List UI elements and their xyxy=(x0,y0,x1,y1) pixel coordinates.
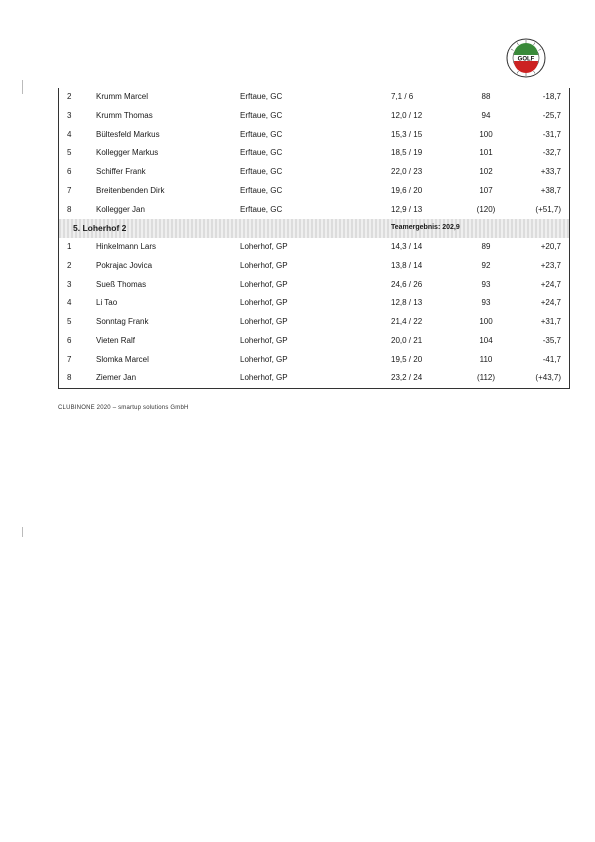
club-cell: Erftaue, GC xyxy=(240,204,283,214)
handicap-cell: 23,2 / 24 xyxy=(391,373,423,383)
table-row xyxy=(59,294,569,313)
net-result-cell: +38,7 xyxy=(540,185,561,195)
player-name-cell: Pokrajac Jovica xyxy=(96,260,153,270)
score-cell: 94 xyxy=(481,110,491,120)
score-cell: 93 xyxy=(481,298,491,308)
net-result-cell: (+43,7) xyxy=(535,373,561,383)
player-name-cell: Krumm Marcel xyxy=(96,92,149,101)
table-row xyxy=(59,107,569,126)
table-row xyxy=(59,88,569,107)
player-name-cell: Ziemer Jan xyxy=(96,373,137,383)
scan-mark xyxy=(22,527,23,537)
net-result-cell: -41,7 xyxy=(542,354,561,364)
club-cell: Erftaue, GC xyxy=(240,185,283,195)
club-cell: Erftaue, GC xyxy=(240,167,283,176)
table-row xyxy=(59,351,569,370)
handicap-cell: 12,0 / 12 xyxy=(391,110,423,120)
player-name-cell: Slomka Marcel xyxy=(96,354,149,364)
handicap-cell: 24,6 / 26 xyxy=(391,279,423,289)
club-cell: Loherhof, GP xyxy=(240,242,288,251)
player-name-cell: Sonntag Frank xyxy=(96,317,149,326)
score-cell: (112) xyxy=(476,373,496,383)
handicap-cell: 22,0 / 23 xyxy=(391,167,423,176)
club-cell: Loherhof, GP xyxy=(240,373,288,383)
net-result-cell: -31,7 xyxy=(542,129,561,139)
table-row xyxy=(59,276,569,295)
score-cell: 93 xyxy=(481,279,491,289)
net-result-cell: +24,7 xyxy=(540,279,561,289)
table-row xyxy=(59,163,569,182)
team-erftaue-rows xyxy=(59,88,569,219)
team-title: 5. Loherhof 2 xyxy=(73,223,127,234)
club-cell: Loherhof, GP xyxy=(240,317,288,326)
rank-cell: 3 xyxy=(67,279,72,289)
net-result-cell: -18,7 xyxy=(542,92,561,101)
score-cell: 110 xyxy=(479,354,493,364)
player-name-cell: Vieten Ralf xyxy=(96,335,135,345)
net-result-cell: -32,7 xyxy=(542,148,561,158)
rank-cell: 5 xyxy=(67,148,72,158)
player-name-cell: Sueß Thomas xyxy=(96,279,147,289)
score-cell: 102 xyxy=(479,167,493,176)
scan-mark xyxy=(22,80,23,94)
handicap-cell: 13,8 / 14 xyxy=(391,260,423,270)
player-name-cell: Kollegger Markus xyxy=(96,148,159,158)
rank-cell: 6 xyxy=(67,167,72,176)
net-result-cell: +33,7 xyxy=(540,167,561,176)
net-result-cell: +23,7 xyxy=(540,260,561,270)
table-row xyxy=(59,144,569,163)
score-cell: 104 xyxy=(479,335,493,345)
score-cell: 107 xyxy=(479,185,493,195)
table-row xyxy=(59,182,569,201)
table-row xyxy=(59,201,569,220)
player-name-cell: Schiffer Frank xyxy=(96,167,146,176)
table-row xyxy=(59,332,569,351)
handicap-cell: 18,5 / 19 xyxy=(391,148,423,158)
club-cell: Erftaue, GC xyxy=(240,110,283,120)
club-cell: Loherhof, GP xyxy=(240,279,288,289)
rank-cell: 1 xyxy=(67,242,72,251)
rank-cell: 8 xyxy=(67,373,72,383)
club-cell: Erftaue, GC xyxy=(240,92,283,101)
table-row xyxy=(59,257,569,276)
team-loherhof-rows xyxy=(59,238,569,388)
rank-cell: 2 xyxy=(67,92,72,101)
table-row xyxy=(59,313,569,332)
handicap-cell: 12,8 / 13 xyxy=(391,298,423,308)
player-name-cell: Li Tao xyxy=(96,298,118,308)
club-cell: Erftaue, GC xyxy=(240,148,283,158)
table-row xyxy=(59,238,569,257)
club-cell: Erftaue, GC xyxy=(240,129,283,139)
net-result-cell: +20,7 xyxy=(540,242,561,251)
net-result-cell: -25,7 xyxy=(542,110,561,120)
handicap-cell: 19,6 / 20 xyxy=(391,185,423,195)
handicap-cell: 15,3 / 15 xyxy=(391,129,423,139)
score-cell: 88 xyxy=(481,92,491,101)
handicap-cell: 12,9 / 13 xyxy=(391,204,423,214)
golf-association-logo xyxy=(506,38,546,78)
club-cell: Loherhof, GP xyxy=(240,298,288,308)
handicap-cell: 20,0 / 21 xyxy=(391,335,423,345)
rank-cell: 4 xyxy=(67,298,72,308)
score-cell: 92 xyxy=(481,260,491,270)
club-cell: Loherhof, GP xyxy=(240,354,288,364)
table-row xyxy=(59,369,569,388)
club-cell: Loherhof, GP xyxy=(240,260,288,270)
team-result: Teamergebnis: 202,9 xyxy=(391,224,460,232)
handicap-cell: 14,3 / 14 xyxy=(391,242,423,251)
net-result-cell: -35,7 xyxy=(542,335,561,345)
results-table xyxy=(58,88,570,389)
score-cell: (120) xyxy=(476,204,496,214)
rank-cell: 2 xyxy=(67,260,72,270)
score-cell: 89 xyxy=(481,242,491,251)
score-cell: 100 xyxy=(479,317,493,326)
rank-cell: 7 xyxy=(67,185,72,195)
net-result-cell: (+51,7) xyxy=(535,204,561,214)
svg-text:GOLF: GOLF xyxy=(517,56,535,63)
handicap-cell: 21,4 / 22 xyxy=(391,317,423,326)
team-header-row xyxy=(59,219,569,238)
net-result-cell: +24,7 xyxy=(540,298,561,308)
handicap-cell: 7,1 / 6 xyxy=(391,92,414,101)
net-result-cell: +31,7 xyxy=(540,317,561,326)
rank-cell: 3 xyxy=(67,110,72,120)
rank-cell: 7 xyxy=(67,354,72,364)
rank-cell: 4 xyxy=(67,129,72,139)
score-cell: 101 xyxy=(479,148,493,158)
footer-credit: CLUBINONE 2020 – smartup solutions GmbH xyxy=(58,405,189,411)
table-row xyxy=(59,126,569,145)
club-cell: Loherhof, GP xyxy=(240,335,288,345)
player-name-cell: Kollegger Jan xyxy=(96,204,145,214)
player-name-cell: Hinkelmann Lars xyxy=(96,242,157,251)
player-name-cell: Bültesfeld Markus xyxy=(96,129,160,139)
score-cell: 100 xyxy=(479,129,493,139)
player-name-cell: Breitenbenden Dirk xyxy=(96,185,165,195)
player-name-cell: Krumm Thomas xyxy=(96,110,153,120)
rank-cell: 6 xyxy=(67,335,72,345)
rank-cell: 5 xyxy=(67,317,72,326)
handicap-cell: 19,5 / 20 xyxy=(391,354,423,364)
rank-cell: 8 xyxy=(67,204,72,214)
